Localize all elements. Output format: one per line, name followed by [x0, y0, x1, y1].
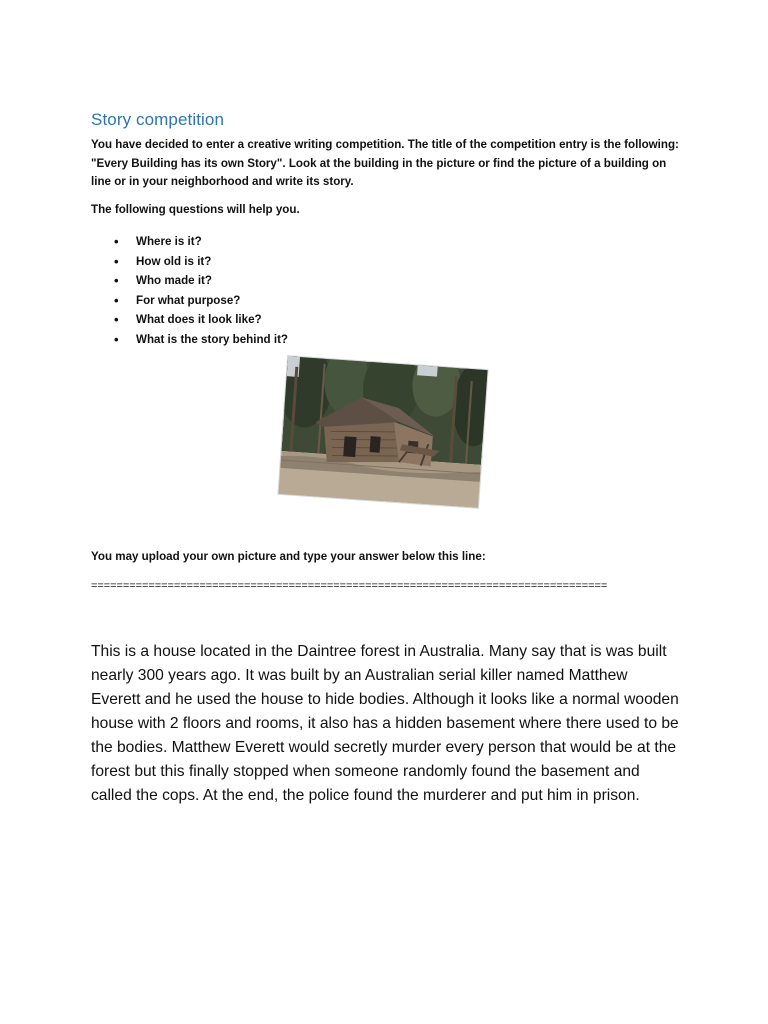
list-item — [91, 291, 288, 311]
question-text: What is the story behind it? — [136, 332, 289, 346]
competition-title: Every Building has its own Story — [96, 156, 277, 170]
heading: Story competition — [91, 110, 225, 129]
list-item — [91, 310, 288, 330]
bullet: • — [114, 253, 119, 269]
list-item — [91, 330, 288, 350]
separator-line: ================================================================================= — [91, 580, 608, 592]
questions-lead: The following questions will help you. — [91, 203, 300, 216]
list-item — [91, 232, 288, 252]
bullet: • — [114, 273, 119, 288]
intro-paragraph — [91, 136, 681, 192]
intro-text-start: You have decided to enter a creative writing competition. The title of the competition entry is the following: " — [91, 138, 679, 170]
question-text: How old is it? — [136, 254, 212, 268]
question-text: For what purpose? — [136, 293, 241, 307]
question-text: What does it look like? — [136, 313, 262, 326]
intro-text-end: ". Look at the building in the picture or find the picture of a building on line or in your neighborhood and write its story. — [91, 156, 667, 188]
answer-paragraph: This is a house located in the Daintree forest in Australia. Many say that is was built nearly 300 years ago. It was built by an Australian serial killer named Matthew Everett and he used the house to hide bodies. Although it looks like a normal wooden house with 2 floors and rooms, it also has a hidden basement where there used to be the bodies. Matthew Everett would secretly murder every person that would be at the forest but this finally stopped when someone randomly found the basement and called the cops. At the end, the police found the murderer and put him in prison. — [91, 643, 679, 804]
bullet: • — [114, 331, 119, 347]
question-text: Who made it? — [136, 274, 212, 287]
upload-prompt: You may upload your own picture and type your answer below this line: — [91, 550, 486, 563]
question-text: Where is it? — [136, 235, 202, 248]
question-list — [91, 232, 288, 349]
list-item — [91, 252, 288, 272]
house-photo — [278, 356, 487, 508]
house-photo-drawing — [278, 356, 487, 508]
bullet: • — [114, 234, 119, 249]
bullet: • — [114, 292, 119, 308]
bullet: • — [114, 312, 119, 327]
list-item — [91, 271, 288, 291]
